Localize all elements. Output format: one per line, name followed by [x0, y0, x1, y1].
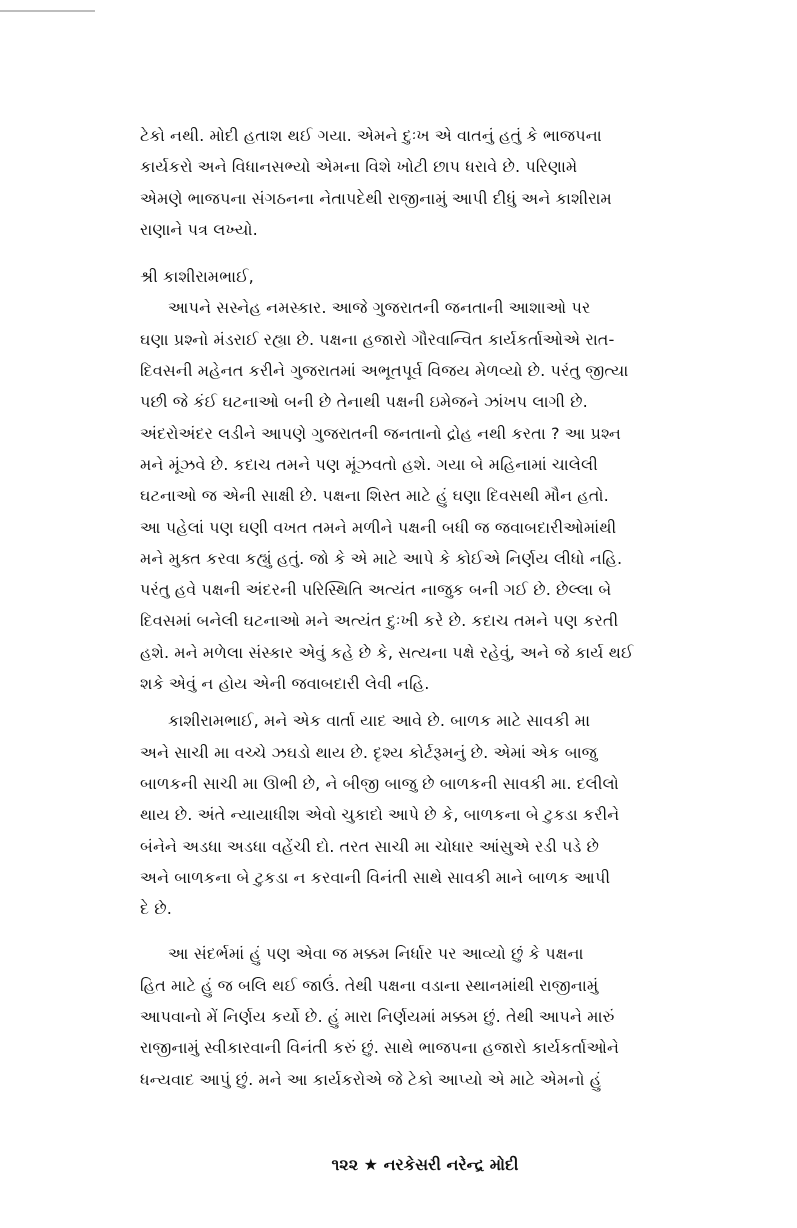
text-line: બંનેને અડધા અડધા વહેંચી દો. તરત સાચી મા ચોધાર આંસુએ રડી પડે છે: [140, 836, 600, 856]
text-line: અને બાળકના બે ટુકડા ન કરવાની વિનંતી સાથે સાવકી માને બાળક આપી: [140, 867, 611, 887]
text-line: હશે. મને મળેલા સંસ્કાર એવું કહે છે કે, સત્યના પક્ષે રહેવું, અને જે કાર્ય થઈ: [140, 642, 634, 662]
text-line: મને મૂંઝવે છે. કદાચ તમને પણ મૂંઝવતો હશે. ગયા બે મહિનામાં ચાલેલી: [140, 454, 598, 474]
text-line: દે છે.: [140, 899, 172, 919]
page-number: ૧૨૨: [331, 1155, 359, 1174]
book-page-text: [140, 120, 710, 1095]
text-line: કાશીરામભાઈ, મને એક વાર્તા યાદ આવે છે. બાળક માટે સાવકી મા: [168, 711, 591, 731]
letter-salutation: [140, 261, 710, 292]
text-line: આપવાનો મેં નિર્ણય કર્યો છે. હું મારા નિર્ણયમાં મક્કમ છું. તેથી આપને મારું: [140, 1007, 615, 1027]
text-line: આ સંદર્ભમાં હું પણ એવા જ મક્કમ નિર્ધાર પર આવ્યો છું કે પક્ષના: [168, 944, 584, 964]
text-line: થાય છે. અંતે ન્યાયાધીશ એવો ચુકાદો આપે છે કે, બાળકના બે ટુકડા કરીને: [140, 805, 620, 825]
text-line: શ્રી કાશીરામભાઈ,: [140, 267, 254, 287]
text-line: શકે એવું ન હોય એની જવાબદારી લેવી નહિ.: [140, 674, 430, 694]
text-line: આ પહેલાં પણ ઘણી વખત તમને મળીને પક્ષની બધી જ જવાબદારીઓમાંથી: [140, 517, 617, 537]
text-line: આપને સસ્નેહ નમસ્કાર. આજે ગુજરાતની જનતાની આશાઓ પર: [168, 298, 591, 318]
paragraph: [140, 292, 710, 699]
book-title: નરકેસરી નરેન્દ્ર મોદી: [383, 1155, 519, 1174]
text-line: મને મુક્ત કરવા કહ્યું હતું. જો કે એ માટે આપે કે કોઈએ નિર્ણય લીધો નહિ.: [140, 548, 623, 568]
text-line: ઘણા પ્રશ્નો મંડરાઈ રહ્યા છે. પક્ષના હજારો ગૌરવાન્વિત કાર્યકર્તાઓએ રાત-: [140, 329, 615, 349]
text-line: દિવસમાં બનેલી ઘટનાઓ મને અત્યંત દુઃખી કરે છે. કદાચ તમને પણ કરતી: [140, 611, 619, 631]
paragraph: [140, 938, 710, 1094]
text-line: એમણે ભાજપના સંગઠનના નેતાપદેથી રાજીનામું આપી દીધું અને કાશીરામ: [140, 188, 612, 208]
page-footer: [140, 1155, 710, 1175]
star-icon: ★: [363, 1155, 379, 1174]
text-line: ઘટનાઓ જ એની સાક્ષી છે. પક્ષના શિસ્ત માટે હું ઘણા દિવસથી મૌન હતો.: [140, 486, 609, 506]
text-line: ધન્યવાદ આપું છું. મને આ કાર્યકરોએ જે ટેકો આપ્યો એ માટે એમનો હું: [140, 1069, 602, 1089]
text-line: બાળકની સાચી મા ઊભી છે, ને બીજી બાજુ છે બાળકની સાવકી મા. દલીલો: [140, 773, 619, 793]
text-line: અને સાચી મા વચ્ચે ઝઘડો થાય છે. દૃશ્ય કોર્ટરૂમનું છે. એમાં એક બાજુ: [140, 742, 597, 762]
text-line: રાજીનામું સ્વીકારવાની વિનંતી કરું છું. સાથે ભાજપના હજારો કાર્યકર્તાઓને: [140, 1038, 620, 1058]
text-line: ટેકો નથી. મોદી હતાશ થઈ ગયા. એમને દુઃખ એ વાતનું હતું કે ભાજપના: [140, 126, 602, 145]
text-line: પરંતુ હવે પક્ષની અંદરની પરિસ્થિતિ અત્યંત નાજુક બની ગઈ છે. છેલ્લા બે: [140, 580, 612, 600]
text-line: કાર્યકરો અને વિધાનસભ્યો એમના વિશે ખોટી છાપ ધરાવે છે. પરિણામે: [140, 157, 578, 177]
paragraph: [140, 120, 710, 245]
top-rule: [0, 10, 95, 12]
text-line: દિવસની મહેનત કરીને ગુજરાતમાં અભૂતપૂર્વ વિજય મેળવ્યો છે. પરંતુ જીત્યા: [140, 361, 629, 381]
text-line: રાણાને પત્ર લખ્યો.: [140, 219, 258, 239]
text-line: પછી જે કંઈ ઘટનાઓ બની છે તેનાથી પક્ષની ઇમેજને ઝાંખપ લાગી છે.: [140, 392, 588, 412]
text-line: અંદરોઅંદર લડીને આપણે ગુજરાતની જનતાનો દ્રોહ નથી કરતા ? આ પ્રશ્ન: [140, 423, 621, 443]
paragraph: [140, 705, 710, 924]
text-line: હિત માટે હું જ બલિ થઈ જાઉં. તેથી પક્ષના વડાના સ્થાનમાંથી રાજીનામું: [140, 975, 599, 995]
